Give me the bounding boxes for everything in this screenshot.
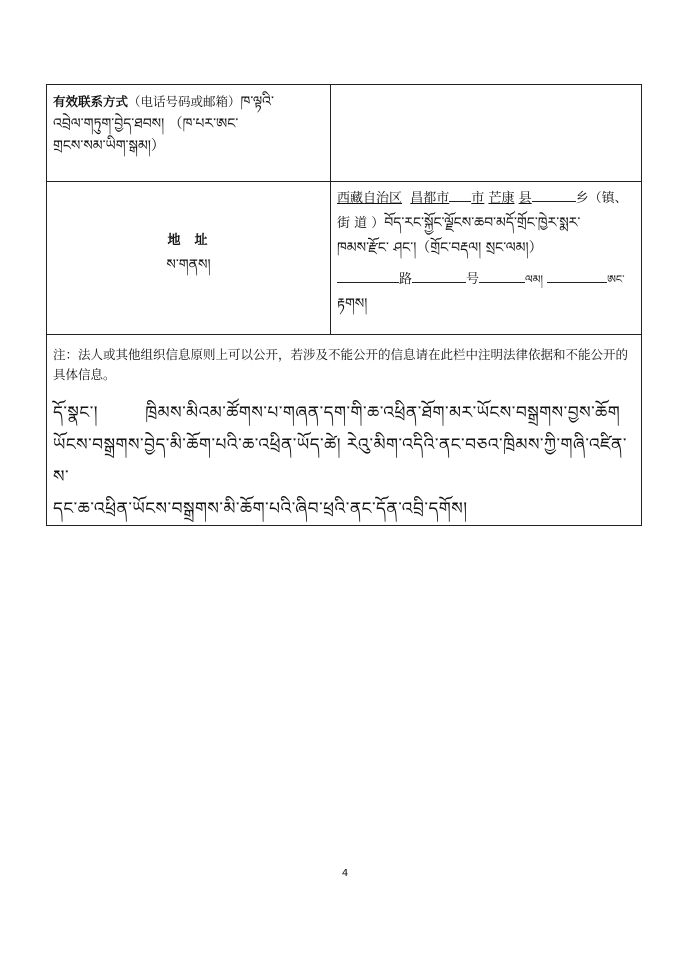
address-line-2 <box>337 211 635 236</box>
township-blank[interactable] <box>532 187 576 202</box>
note-tib-line-2: ཡོངས་བསྒྲགས་བྱེད་མི་ཆོག་པའི་ཆ་འཕྲིན་ཡོད་ཚེ། རེའུ་མིག་འདིའི་ནང་བཅའ་ཁྲིམས་ཀྱི་གཞི་འཛིན་ས་ <box>53 435 627 487</box>
address-city-suffix: 市 <box>471 191 485 206</box>
note-zh: 注：法人或其他组织信息原则上可以公开，若涉及不能公开的信息请在此栏中注明法律依据和不能公开的具体信息。 <box>53 347 629 382</box>
address-line-4 <box>337 267 635 292</box>
contact-label-tib-2: འབྲེལ་གཏུག་བྱེད་ཐབས། （ཁ་པར་ཨང་ <box>53 116 239 132</box>
note-tib <box>53 397 635 525</box>
address-label-cell <box>47 182 331 335</box>
contact-label-tib-1: ཁ་ལྟའི་ <box>240 94 274 110</box>
address-line2-zh: 街 道 ） <box>337 216 385 231</box>
address-county-suffix: 县 <box>518 191 532 206</box>
note-row <box>47 335 642 526</box>
address-line3-tib: ཁམས་རྫོང་ ཤང་།（གྲོང་བརྡལ། སྲང་ལམ།） <box>337 240 543 256</box>
address-city: 昌都市 <box>410 191 450 206</box>
city-blank <box>449 187 471 202</box>
address-line-5 <box>337 292 635 317</box>
address-line5-tib: རྟགས། <box>337 296 368 312</box>
address-label-tib: ས་གནས། <box>166 256 211 273</box>
road-tib-blank[interactable] <box>479 268 525 283</box>
road-blank[interactable] <box>337 268 399 283</box>
contact-label-cell <box>47 85 331 182</box>
address-value-cell[interactable] <box>331 182 642 335</box>
address-county: 芒康 <box>488 191 515 206</box>
address-number-suffix: 号 <box>466 272 480 287</box>
address-township-suffix: 乡（镇、 <box>575 191 628 206</box>
address-row <box>47 182 642 335</box>
address-road-suffix: 路 <box>399 272 413 287</box>
note-tib-line-3: དང་ཆ་འཕྲིན་ཡོངས་བསྒྲགས་མི་ཆོག་པའི་ཞིབ་ཕྲའི་ནང་དོན་འབྲི་དགོས། <box>53 499 468 519</box>
contact-label-zh: 有效联系方式 <box>53 94 129 109</box>
number-tib-blank[interactable] <box>547 268 607 283</box>
address-label-zh: 地址 <box>167 232 222 248</box>
note-tib-label: དོ་སྣང་། <box>53 403 99 423</box>
application-form-table <box>46 84 642 526</box>
page-number: 4 <box>341 868 349 879</box>
address-line2-tib: བོད་རང་སྐྱོང་ལྗོངས་ཆབ་མདོ་གྲོང་ཁྱེར་སྨར་ <box>384 215 581 231</box>
address-line-3 <box>337 236 635 261</box>
number-blank[interactable] <box>412 268 466 283</box>
contact-label-zh-paren: （电话号码或邮箱） <box>128 94 241 109</box>
note-tib-line-1: ཁྲིམས་མིའམ་ཚོགས་པ་གཞན་དག་གི་ཆ་འཕྲིན་ཐོག་མར་ཡོངས་བསྒྲགས་བྱས་ཆོག <box>145 403 621 423</box>
contact-row <box>47 85 642 182</box>
contact-value-cell[interactable] <box>331 85 642 182</box>
note-cell <box>47 335 642 526</box>
contact-label-tib-3: གྲངས་སམ་ཡིག་སྒམ།） <box>53 138 165 154</box>
address-region: 西藏自治区 <box>337 191 403 206</box>
address-road-tib: ལམ། <box>525 273 543 286</box>
address-line-1 <box>337 186 635 211</box>
address-number-tib: ཨང་ <box>607 273 625 286</box>
